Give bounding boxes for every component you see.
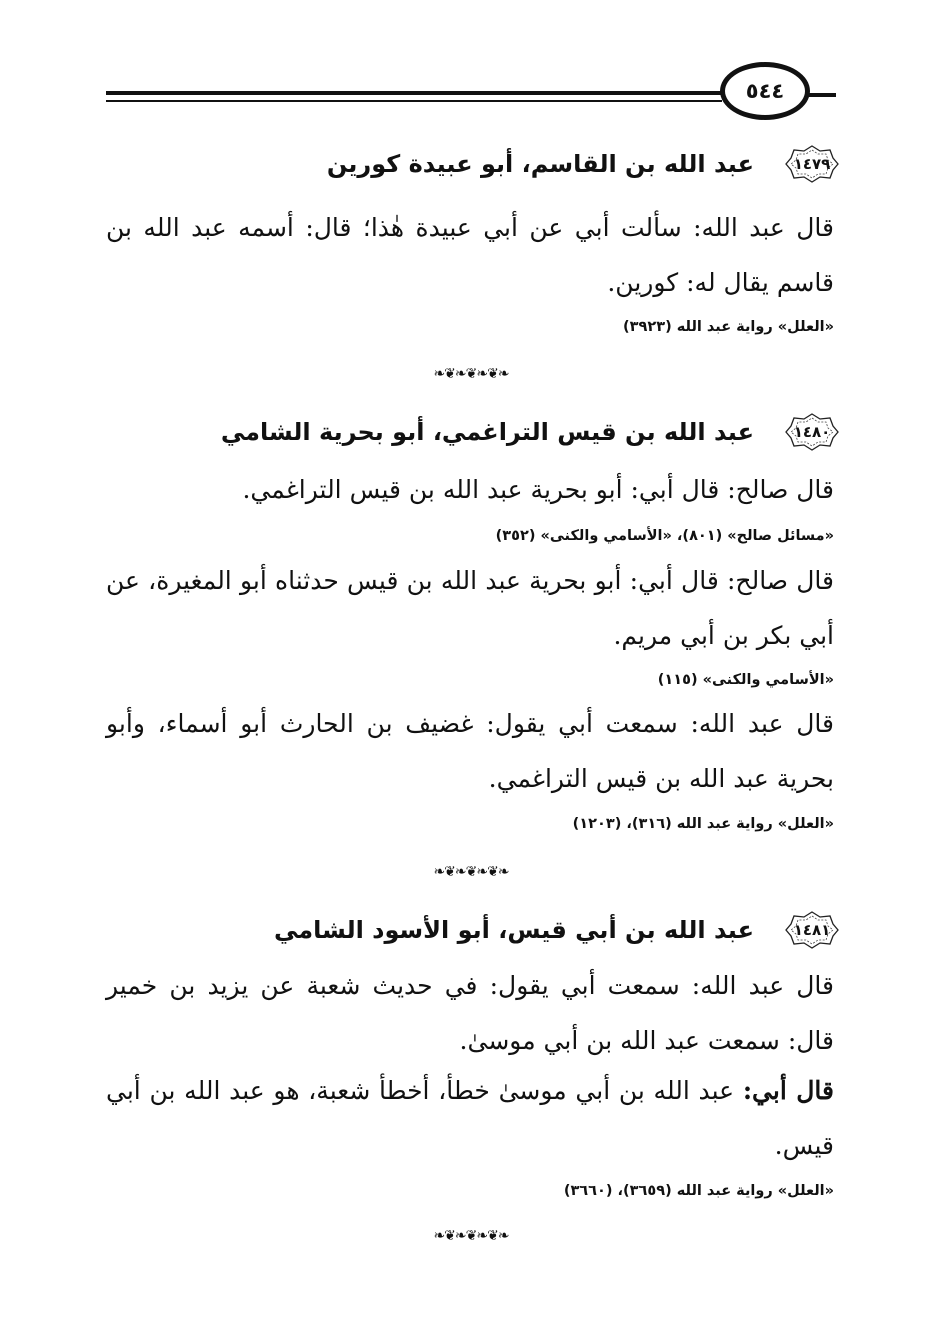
entry-title: عبد الله بن أبي قيس، أبو الأسود الشامي (274, 916, 754, 944)
entry-paragraph (106, 696, 834, 806)
entry-heading (140, 142, 840, 186)
entry-heading (140, 908, 840, 952)
entry-paragraph (106, 958, 834, 1068)
entry-paragraph (106, 462, 834, 517)
separator-ornament: ❧❦❧❦❧❦❧ (433, 1228, 509, 1244)
separator-ornament: ❧❦❧❦❧❦❧ (433, 366, 509, 382)
citation: «الأسامي والكنى» (١١٥) (657, 672, 834, 688)
citation: «العلل» رواية عبد الله (٣١٦)، (١٢٠٣) (572, 816, 834, 832)
entry-title: عبد الله بن القاسم، أبو عبيدة كورين (326, 150, 754, 178)
entry-paragraph (106, 200, 834, 310)
entry-title: عبد الله بن قيس التراغمي، أبو بحرية الشامي (220, 418, 754, 446)
header-rule-thin (106, 100, 722, 102)
paragraph-text: قال عبد الله: سمعت أبي يقول: في حديث شعبة عن يزيد بن خمير قال: سمعت عبد الله بن أبي موسىٰ. (106, 971, 834, 1055)
entry-number: ١٤٧٩ (793, 155, 831, 173)
entry-number: ١٤٨١ (793, 921, 831, 939)
entry-number: ١٤٨٠ (793, 423, 831, 441)
paragraph-text: قال عبد الله: سألت أبي عن أبي عبيدة هٰذا؛ قال: أسمه عبد الله بن قاسم يقال له: كورين. (106, 213, 834, 297)
header-rule (106, 91, 722, 95)
paragraph-lead: قال أبي: (742, 1076, 835, 1105)
entry-heading (140, 410, 840, 454)
page-number (720, 62, 810, 120)
entry-paragraph (106, 553, 834, 663)
header-rule-right (808, 93, 836, 97)
paragraph-text: قال صالح: قال أبي: أبو بحرية عبد الله بن قيس التراغمي. (242, 475, 834, 504)
separator-ornament: ❧❦❧❦❧❦❧ (433, 864, 509, 880)
entry-number-badge (784, 910, 840, 950)
entry-paragraph (106, 1063, 834, 1173)
entry-number-badge (784, 412, 840, 452)
page-number-text: ٥٤٤ (745, 79, 785, 103)
citation: «مسائل صالح» (٨٠١)، «الأسامي والكنى» (٣٥٢) (495, 528, 834, 544)
citation: «العلل» رواية عبد الله (٣٦٥٩)، (٣٦٦٠) (563, 1183, 834, 1199)
entry-number-badge (784, 144, 840, 184)
paragraph-text: عبد الله بن أبي موسىٰ خطأ، أخطأ شعبة، هو عبد الله بن أبي قيس. (106, 1076, 834, 1160)
citation: «العلل» رواية عبد الله (٣٩٢٣) (623, 319, 834, 335)
paragraph-text: قال عبد الله: سمعت أبي يقول: غضيف بن الحارث أبو أسماء، وأبو بحرية عبد الله بن قيس التراغمي. (106, 709, 834, 793)
paragraph-text: قال صالح: قال أبي: أبو بحرية عبد الله بن قيس حدثناه أبو المغيرة، عن أبي بكر بن أبي مريم. (106, 566, 834, 650)
